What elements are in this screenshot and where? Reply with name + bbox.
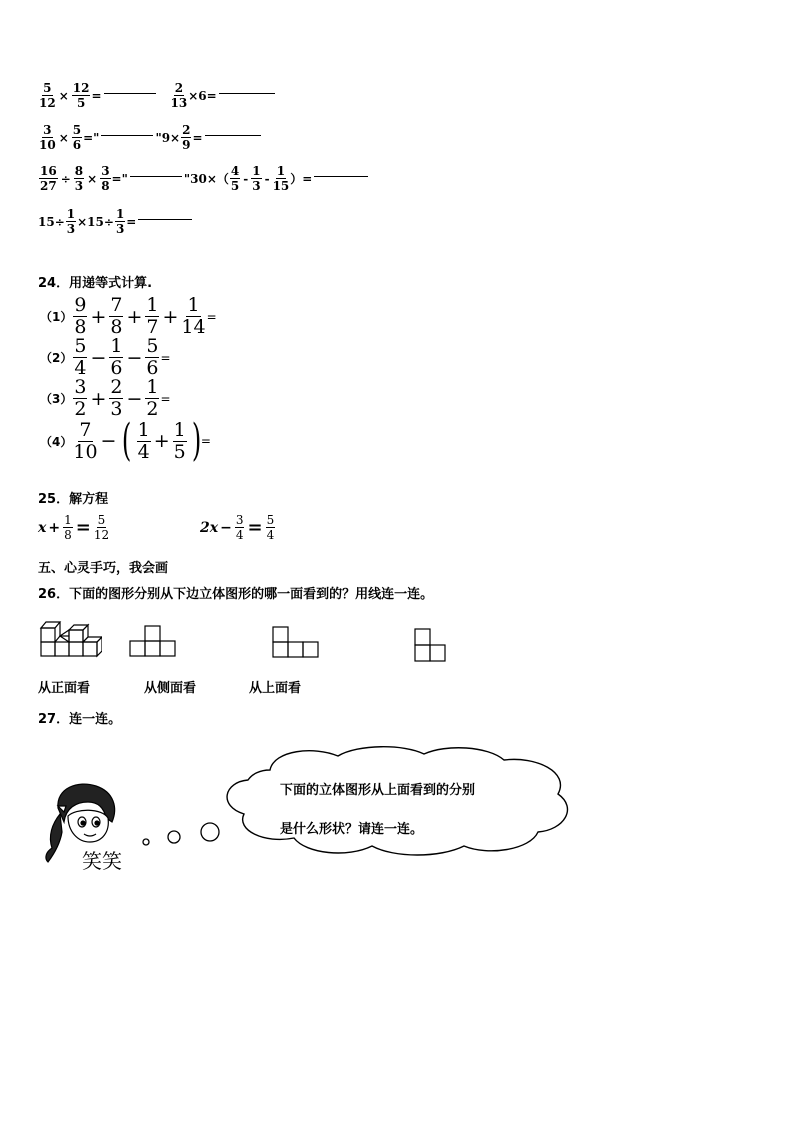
q24-item-2: （2） $\frac{5}{4}$ − $\frac{1}{6}$ − $\frac{5}{6}$ = bbox=[40, 335, 171, 379]
fraction: $\frac{2}{9}$ bbox=[182, 123, 191, 152]
fraction: $\frac{5}{6}$ bbox=[146, 335, 159, 379]
q24-item-3: （3） $\frac{3}{2}$ + $\frac{2}{3}$ − $\frac{1}{2}$ = bbox=[40, 376, 171, 420]
section-heading: 五、心灵手巧，我会画 bbox=[38, 561, 169, 576]
fraction: $\frac{1}{15}$ bbox=[272, 164, 290, 193]
fraction: $\frac{3}{2}$ bbox=[74, 376, 87, 420]
fraction: $\frac{9}{8}$ bbox=[74, 294, 87, 338]
q24-title: 24．用递等式计算. bbox=[38, 276, 153, 291]
bubble-text-line-2: 是什么形状？请连一连。 bbox=[280, 822, 424, 837]
fraction: $\frac{1}{6}$ bbox=[110, 335, 123, 379]
fraction: $\frac{1}{8}$ bbox=[64, 513, 72, 542]
thought-dots bbox=[138, 818, 222, 850]
right-paren: ) bbox=[191, 415, 202, 466]
answer-blank[interactable] bbox=[138, 218, 192, 220]
fraction: $\frac{5}{4}$ bbox=[266, 513, 275, 542]
equation-1: x + $\frac{1}{8}$ = $\frac{5}{12}$ bbox=[38, 513, 110, 542]
fraction: $\frac{7}{8}$ bbox=[110, 294, 123, 338]
q26-title: 26．下面的图形分别从下边立体图形的哪一面看到的？用线连一连。 bbox=[38, 587, 434, 602]
fraction: $\frac{3}{10}$ bbox=[39, 123, 56, 152]
view-shape-3 bbox=[414, 627, 448, 663]
fraction: $\frac{1}{14}$ bbox=[181, 294, 206, 338]
fraction: $\frac{1}{3}$ bbox=[66, 207, 76, 236]
left-paren: ( bbox=[122, 415, 132, 466]
answer-blank[interactable] bbox=[205, 134, 261, 136]
fraction: $\frac{12}{5}$ bbox=[72, 81, 90, 110]
fraction: $\frac{1}{3}$ bbox=[115, 207, 125, 236]
view-label-front: 从正面看 bbox=[38, 681, 91, 696]
view-label-side: 从侧面看 bbox=[144, 681, 197, 696]
calc-row-2: $\frac{3}{10}$ × $\frac{5}{6}$ =" " 9× $\frac{2}{9}$ = bbox=[38, 124, 263, 151]
q27-title: 27．连一连。 bbox=[38, 712, 122, 727]
fraction: $\frac{5}{6}$ bbox=[72, 123, 82, 152]
fraction: $\frac{1}{5}$ bbox=[173, 418, 186, 463]
fraction: $\frac{1}{7}$ bbox=[146, 294, 159, 338]
view-shape-2 bbox=[272, 625, 320, 659]
answer-blank[interactable] bbox=[101, 134, 153, 136]
answer-blank[interactable] bbox=[130, 175, 182, 177]
fraction: $\frac{1}{2}$ bbox=[146, 376, 159, 420]
fraction: $\frac{2}{13}$ bbox=[170, 81, 188, 110]
fraction: $\frac{1}{4}$ bbox=[137, 418, 150, 463]
bubble-text-line-1: 下面的立体图形从上面看到的分别 bbox=[280, 783, 476, 798]
calc-row-4: 15÷ $\frac{1}{3}$ ×15÷ $\frac{1}{3}$ = bbox=[38, 208, 194, 235]
q24-item-1: （1） $\frac{9}{8}$ + $\frac{7}{8}$ + $\frac{1}{7}$ + $\frac{1}{14}$ = bbox=[40, 294, 217, 338]
fraction: $\frac{3}{4}$ bbox=[235, 513, 244, 542]
fraction: $\frac{16}{27}$ bbox=[40, 164, 57, 193]
fraction: $\frac{5}{4}$ bbox=[74, 335, 87, 379]
fraction: $\frac{7}{10}$ bbox=[73, 418, 98, 463]
fraction: $\frac{5}{12}$ bbox=[39, 81, 56, 110]
fraction: $\frac{5}{12}$ bbox=[93, 513, 110, 542]
equation-2: 2x − $\frac{3}{4}$ = $\frac{5}{4}$ bbox=[200, 513, 275, 542]
fraction: $\frac{8}{3}$ bbox=[74, 164, 84, 193]
fraction: $\frac{3}{8}$ bbox=[101, 164, 110, 193]
fraction: $\frac{1}{3}$ bbox=[252, 164, 261, 193]
fraction: $\frac{4}{5}$ bbox=[230, 164, 240, 193]
fraction: $\frac{2}{3}$ bbox=[110, 376, 123, 420]
q25-title: 25．解方程 bbox=[38, 492, 109, 507]
answer-blank[interactable] bbox=[219, 92, 275, 94]
view-label-top: 从上面看 bbox=[249, 681, 302, 696]
answer-blank[interactable] bbox=[104, 92, 156, 94]
view-shape-1 bbox=[129, 624, 177, 658]
calc-row-3: $\frac{16}{27}$ ÷ $\frac{8}{3}$ × $\frac{3}{8}$ =" " 30×（ $\frac{4}{5}$ - $\frac{1}{3}$ - $\frac{1}{15}$ ）= bbox=[38, 165, 370, 192]
answer-blank[interactable] bbox=[314, 175, 368, 177]
speech-cloud bbox=[218, 742, 582, 860]
q24-item-4: （4） $\frac{7}{10}$ − ( $\frac{1}{4}$ + $\frac{1}{5}$ ) = bbox=[40, 415, 211, 466]
calc-row-1: $\frac{5}{12}$ × $\frac{12}{5}$ = $\frac{2}{13}$ ×6= bbox=[38, 82, 277, 109]
solid-figure bbox=[38, 616, 102, 660]
character-name: 笑笑 bbox=[82, 849, 122, 873]
